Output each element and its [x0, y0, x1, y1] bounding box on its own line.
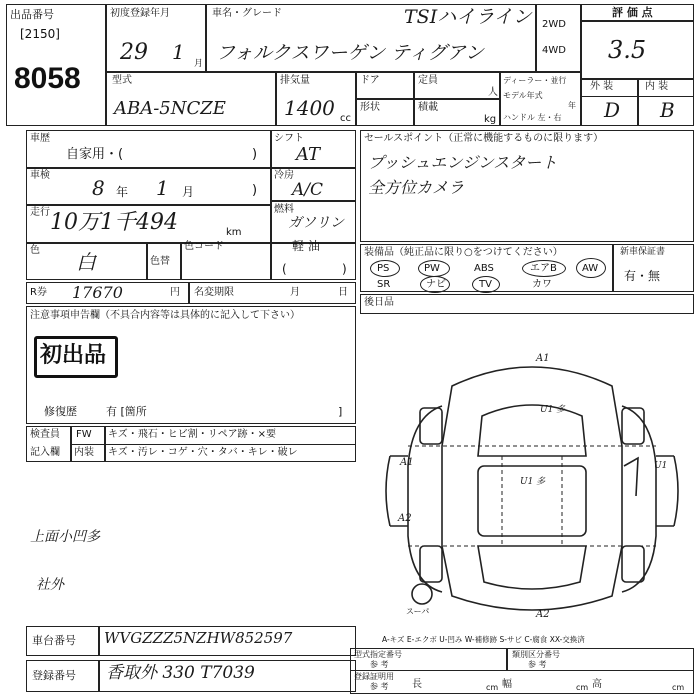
exterior-score: D: [604, 98, 621, 122]
rear-label: 後日品: [364, 297, 394, 308]
lot-label: 出品番号: [10, 8, 54, 21]
capacity-unit: 人: [488, 87, 498, 98]
warranty-label: 新車保証書: [620, 247, 666, 257]
notes-label: 注意事項申告欄（不具合内容等は具体的に記入して下さい）: [30, 310, 300, 321]
equip-aw: AW: [582, 263, 599, 274]
expiry-label: 名変期限: [194, 287, 234, 298]
checker-fw: FW: [76, 429, 92, 440]
sales-line-2: 全方位カメラ: [368, 178, 465, 197]
remark-line-2: 社外: [36, 577, 64, 593]
type-number-label: 型式指定番号: [354, 650, 402, 659]
fuel-gasoline: ガソリン: [288, 215, 344, 231]
model-year-label: モデル年式: [503, 91, 543, 100]
lot-number: 8058: [14, 62, 81, 95]
fuel-label: 燃料: [274, 204, 294, 215]
model-value: フォルクスワーゲン ティグアン: [216, 42, 484, 64]
remark-line-1: 上面小凹多: [30, 529, 100, 545]
checker-label-1: 検査員: [30, 429, 60, 440]
class-number-ref: 参 考: [528, 660, 547, 669]
capacity-label: 定員: [418, 75, 438, 86]
length-unit: cm: [486, 683, 499, 692]
handle-label: ハンドル 左・右: [503, 113, 562, 122]
first-listing-text: 初出品: [40, 343, 107, 368]
width-label: 幅: [502, 679, 512, 690]
ac-label: 冷房: [274, 170, 294, 181]
mark-a2-bottom: A2: [536, 609, 550, 620]
registration-year: 29: [120, 40, 148, 65]
equipment-label: 装備品（純正品に限り○をつけてください）: [364, 247, 563, 258]
sales-line-1: プッシュエンジンスタート: [368, 153, 558, 172]
checker-interior: 内装: [74, 447, 94, 458]
shape-label: 形状: [360, 102, 380, 113]
registration-month-unit: 月: [194, 59, 204, 69]
fuel-other-close: ): [342, 262, 347, 276]
rear-box: [360, 294, 694, 314]
equip-sr: SR: [377, 279, 391, 290]
history-close: ): [252, 147, 258, 162]
mark-a1-left: A1: [400, 457, 414, 468]
displacement-value: 1400: [284, 96, 335, 120]
history-label: 車歴: [30, 133, 50, 144]
equip-pw: PW: [424, 263, 440, 274]
sales-label: セールスポイント（正常に機能するものに限ります）: [364, 133, 604, 144]
type-value: ABA-5NCZE: [114, 98, 226, 119]
plate-value: 香取外 330 T7039: [106, 663, 255, 683]
load-label: 積載: [418, 102, 438, 113]
repair-close: ]: [338, 405, 343, 418]
registration-label: 初度登録年月: [110, 8, 170, 19]
recycle-label: R券: [30, 287, 47, 298]
equip-navi: ナビ: [426, 279, 446, 290]
shift-label: シフト: [274, 133, 304, 144]
cert-label: 登録証明用: [354, 672, 394, 681]
registration-month: 1: [172, 40, 185, 64]
score-value: 3.5: [608, 36, 647, 64]
inspection-month-unit: 月: [182, 185, 195, 199]
name-label: 車名・グレード: [212, 8, 282, 19]
mileage-value: 10万1千494: [50, 210, 178, 235]
inspection-year-unit: 年: [116, 185, 129, 199]
shift-value: AT: [296, 144, 321, 165]
drive-2wd: 2WD: [542, 19, 566, 30]
equip-abs: ABS: [474, 263, 494, 274]
drive-4wd: 4WD: [542, 45, 566, 56]
score-label: 評 価 点: [612, 6, 653, 19]
mileage-label: 走行: [30, 207, 50, 218]
checker-label-2: 記入欄: [30, 447, 60, 458]
history-value: 自家用・(: [66, 147, 124, 162]
equip-tv: TV: [479, 279, 492, 290]
height-label: 高: [592, 679, 602, 690]
checker-interior-items: キズ・汚レ・コゲ・穴・タバ・キレ・破レ: [108, 447, 298, 458]
color-code-label: 色コード: [184, 241, 224, 252]
inspection-close: ): [252, 183, 258, 198]
inspection-month: 1: [156, 176, 169, 200]
mark-u1-hood: U1 多: [540, 405, 566, 415]
height-unit: cm: [672, 683, 685, 692]
fuel-other-open: (: [282, 262, 287, 276]
type-label: 型式: [112, 75, 132, 86]
mark-u1-right: U1: [654, 461, 668, 471]
lot-code: [2150]: [20, 27, 60, 41]
inspection-year: 8: [92, 176, 105, 200]
model-year-unit: 年: [568, 101, 576, 110]
color-value: 白: [76, 250, 96, 274]
plate-label: 登録番号: [32, 669, 76, 682]
color-exchange-label: 色替: [150, 256, 170, 267]
interior-label: 内 装: [645, 81, 669, 92]
checker-fw-items: キズ・飛石・ヒビ割・リペア跡・×要: [108, 429, 276, 440]
exterior-label: 外 装: [590, 81, 614, 92]
width-unit: cm: [576, 683, 589, 692]
mileage-unit: km: [226, 227, 242, 238]
legend-text: A-キズ E-エクボ U-凹み W-補修跡 S-サビ C-腐食 XX-交換済: [382, 635, 585, 644]
grade-value: TSIハイライン: [404, 6, 532, 28]
displacement-label: 排気量: [280, 75, 310, 86]
warranty-value: 有・無: [624, 269, 661, 283]
displacement-unit: cc: [340, 113, 351, 124]
doors-label: ドア: [360, 75, 380, 86]
mark-a2-left: A2: [398, 513, 412, 524]
spare-label: スーパ: [406, 607, 430, 616]
repair-label: 修復歴: [44, 405, 77, 418]
chassis-value: WVGZZZ5NZHW852597: [104, 629, 293, 647]
load-unit: kg: [484, 114, 497, 125]
recycle-value: 17670: [72, 283, 123, 302]
equip-leather: カワ: [532, 279, 552, 290]
mark-a1-top: A1: [536, 353, 550, 364]
drive-box: [536, 4, 581, 72]
expiry-month: 月: [290, 287, 300, 298]
equip-airbag: エアB: [530, 263, 557, 274]
expiry-day: 日: [338, 287, 348, 298]
recycle-unit: 円: [170, 287, 180, 298]
equip-ps: PS: [377, 263, 390, 274]
class-number-label: 類別区分番号: [512, 650, 560, 659]
cert-ref: 参 考: [370, 682, 389, 691]
mark-u1-roof: U1 多: [520, 477, 546, 487]
color-label: 色: [30, 245, 40, 256]
interior-score: B: [660, 98, 675, 122]
dealer-label: ディーラー・並行: [503, 76, 567, 85]
inspection-label: 車検: [30, 170, 50, 181]
fuel-diesel: 軽 油: [292, 239, 320, 253]
chassis-label: 車台番号: [32, 634, 76, 647]
repair-value: 有 [箇所: [106, 405, 147, 418]
type-number-ref: 参 考: [370, 660, 389, 669]
ac-value: A/C: [292, 180, 324, 200]
length-label: 長: [412, 679, 422, 690]
